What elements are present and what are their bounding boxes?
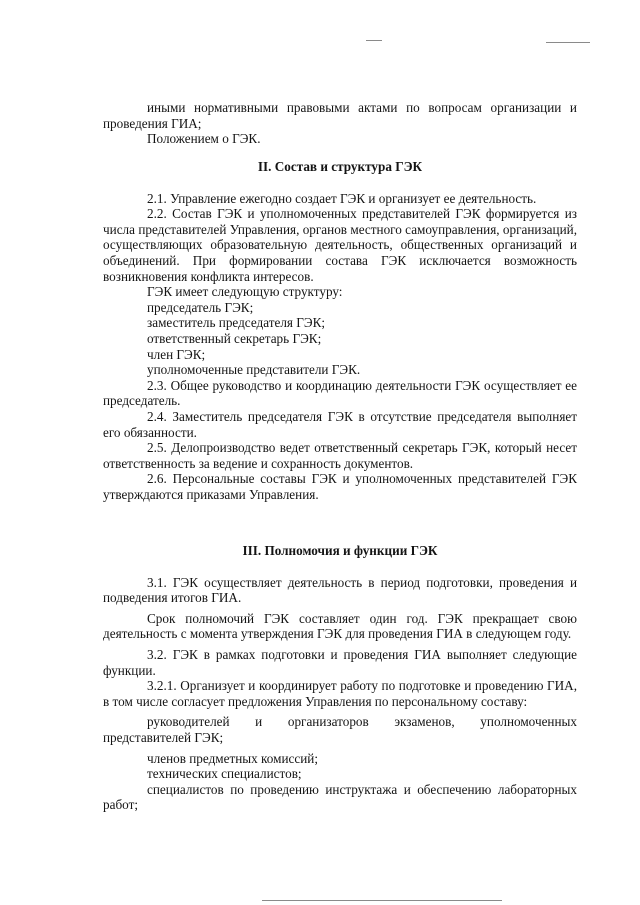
clause-2-1: 2.1. Управление ежегодно создает ГЭК и организует ее деятельность. — [147, 190, 537, 206]
section-2-title: II. Состав и структура ГЭК — [257, 159, 423, 174]
clause-2-2: 2.2. Состав ГЭК и уполномоченных представителей ГЭК формируется из числа представителей Управления, органов местного самоуправления, организаций, осуществляющих образовательную деятельность, общественных организаций и объединений. При формировании состава ГЭК исключается возможность возникновения конфликта интересов. — [103, 206, 577, 284]
clause-3-2-1: 3.2.1. Организует и координирует работу по подготовке и проведению ГИА, в том числе согласует предложения Управления по персональному составу: — [103, 678, 577, 709]
functions-item: технических специалистов; — [147, 766, 302, 782]
section-3-title: III. Полномочия и функции ГЭК — [242, 543, 438, 558]
clause-3-1: 3.1. ГЭК осуществляет деятельность в период подготовки, проведения и подведения итогов ГИА. — [103, 574, 577, 606]
intro-line-2: Положением о ГЭК. — [147, 131, 261, 147]
scan-mark-top-center — [366, 40, 382, 41]
clause-2-4: 2.4. Заместитель председателя ГЭК в отсутствие председателя выполняет его обязанности. — [103, 408, 577, 440]
clause-2-3: 2.3. Общее руководство и координацию деятельности ГЭК осуществляет ее председатель. — [103, 377, 577, 409]
functions-item: членов предметных комиссий; — [147, 750, 319, 766]
structure-item: председатель ГЭК; — [147, 299, 254, 315]
intro-block — [103, 100, 577, 147]
scan-mark-bottom — [262, 900, 502, 901]
structure-item: член ГЭК; — [147, 346, 206, 362]
section-3 — [103, 543, 577, 813]
section-2 — [103, 159, 577, 502]
functions-item: специалистов по проведению инструктажа и обеспечению лабораторных работ; — [103, 781, 577, 813]
structure-item: заместитель председателя ГЭК; — [147, 315, 326, 331]
structure-intro: ГЭК имеет следующую структуру: — [147, 284, 343, 300]
clause-2-5: 2.5. Делопроизводство ведет ответственный секретарь ГЭК, который несет ответственность за ведение и сохранность документов. — [103, 440, 577, 471]
structure-list — [103, 300, 577, 378]
term-paragraph: Срок полномочий ГЭК составляет один год. ГЭК прекращает свою деятельность с момента утверждения ГЭК для проведения ГИА в следующем году. — [103, 610, 577, 642]
scan-mark-top-right — [546, 42, 590, 43]
clause-2-6: 2.6. Персональные составы ГЭК и уполномоченных представителей ГЭК утверждаются приказами Управления. — [103, 471, 577, 502]
intro-line-1: иными нормативными правовыми актами по вопросам организации и проведения ГИА; — [103, 100, 577, 131]
functions-item: руководителей и организаторов экзаменов, уполномоченных представителей ГЭК; — [103, 714, 577, 745]
clause-3-2: 3.2. ГЭК в рамках подготовки и проведения ГИА выполняет следующие функции. — [103, 646, 577, 678]
structure-item: ответственный секретарь ГЭК; — [147, 330, 322, 346]
structure-item: уполномоченные представители ГЭК. — [147, 362, 361, 378]
